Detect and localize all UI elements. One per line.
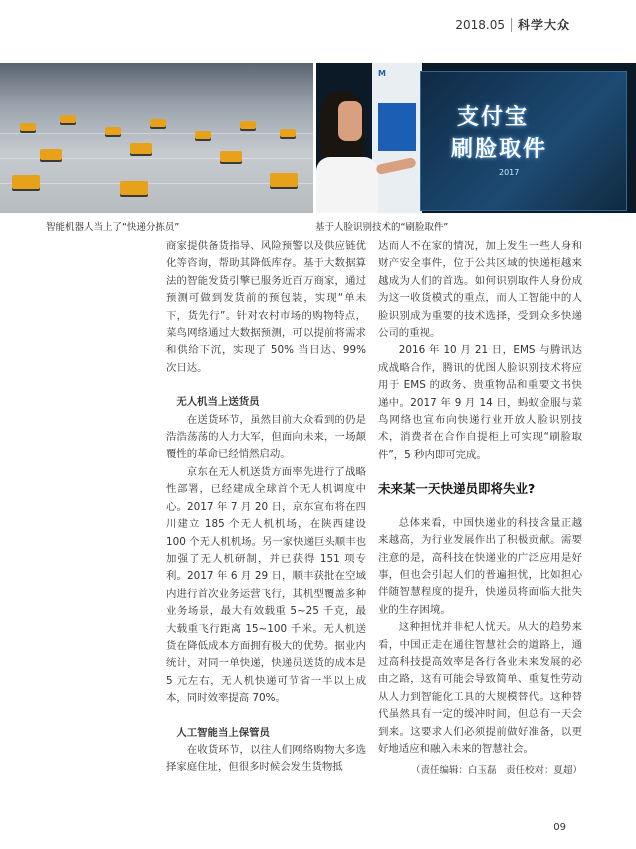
subheading-ai-keeper: 人工智能当上保管员 <box>176 726 270 739</box>
paragraph: 2016 年 10 月 21 日，EMS 与腾讯达成战略合作，腾讯的优图人脸识别技术将应用于 EMS 的政务、贵重物品和重要文书快递中。2017 年 9 月 14 日，蚂蚁金服与菜鸟网络也宣布向快递行业开放人脸识别技术，消费者在合作自提柜上可实现“刷脸取件”，5 秒内即可完成。 <box>378 344 582 461</box>
woman-figure <box>316 91 378 213</box>
page-header <box>455 16 570 33</box>
section-title: 未来某一天快递员即将失业? <box>378 481 536 497</box>
paragraph: 这种担忧并非杞人忧天。从大的趋势来看，中国正走在通往智慧社会的道路上，通过高科技提高效率是各行各业未来发展的必由之路，这有可能会导致简单、重复性劳动从人力到智能化工具的大规模替代。这种替代虽然具有一定的缓冲时间，但总有一天会到来。这要求人们必须提前做好准备，以更好地适应和融入未来的智慧社会。 <box>378 621 582 755</box>
alipay-panel <box>420 71 627 211</box>
face-recognition-photo <box>316 63 636 213</box>
subheading-drones: 无人机当上送货员 <box>176 396 260 409</box>
panel-subtitle: 刷脸取件 <box>451 137 548 162</box>
photo-caption-right: 基于人脸识别技术的“刷脸取件” <box>315 222 449 233</box>
panel-title: 支付宝 <box>457 105 530 130</box>
panel-year: 2017 <box>499 168 520 177</box>
kiosk-screen <box>378 103 416 151</box>
text-column-right <box>378 238 582 780</box>
photo-caption-left: 智能机器人当上了“快递分拣员” <box>46 222 180 233</box>
page-number: 09 <box>553 822 566 833</box>
paragraph: 达而人不在家的情况，加上发生一些人身和财产安全事件，位于公共区域的快递柜越来越成为人们的首选。如何识别取件人身份成为这一收货模式的重点，而人工智能中的人脸识别成为重要的技术选择，受到众多快递公司的重视。 <box>378 240 582 340</box>
paragraph: 京东在无人机送货方面率先进行了战略性部署，已经建成全球首个无人机调度中心。2017 年 7 月 20 日，京东宣布将在四川建立 185 个无人机机场，在陕西建设 100 个无人机机场。另一家快递巨头顺丰也加强了无人机研制，并已获得 151 项专利。2017 年 6 月 29 日，顺丰获批在空域内进行首次业务运营飞行，其机型覆盖多种业务场景，最大有效载重 5~25 千克，最大载重飞行距离 15~100 千米。无人机送货在降低成本方面拥有极大的优势。据业内统计，对同一单快递，快递员送货的成本是 5 元左右，无人机快递可节省一半以上成本，同时效率提高 70%。 <box>166 465 366 705</box>
magazine-name: 科学大众 <box>511 18 570 32</box>
sorting-robots-photo <box>0 63 313 213</box>
editor-credit: （责任编辑：白玉磊 责任校对：夏超） <box>410 765 582 777</box>
paragraph: 商家提供备货指导、风险预警以及供应链优化等咨询，帮助其降低库存。基于大数据算法的智能发货引擎已服务近百万商家，通过预测可做到发货前的预包装，实现“单未下，货先行”。针对农村市场的购物特点，菜鸟网络通过大数据预测，可以提前将需求和供给下沉，实现了 50% 当日达、99% 次日达。 <box>166 240 366 374</box>
issue-date: 2018.05 <box>455 18 505 32</box>
paragraph: 在送货环节，虽然目前大众看到的仍是浩浩荡荡的人力大军，但面向未来，一场颠覆性的革命已经悄然启动。 <box>166 413 366 461</box>
text-column-left <box>166 238 366 777</box>
paragraph: 总体来看，中国快递业的科技含量正越来越高，为行业发展作出了积极贡献。需要注意的是，高科技在快递业的广泛应用是好事，但也会引起人们的普遍担忧，比如担心伴随智慧程度的提升，快递员将面临大批失业的生存困境。 <box>378 516 582 616</box>
paragraph: 在收货环节，以往人们网络购物大多选择家庭住址，但很多时候会发生货物抵 <box>166 743 366 774</box>
kiosk-logo: M <box>378 69 386 78</box>
